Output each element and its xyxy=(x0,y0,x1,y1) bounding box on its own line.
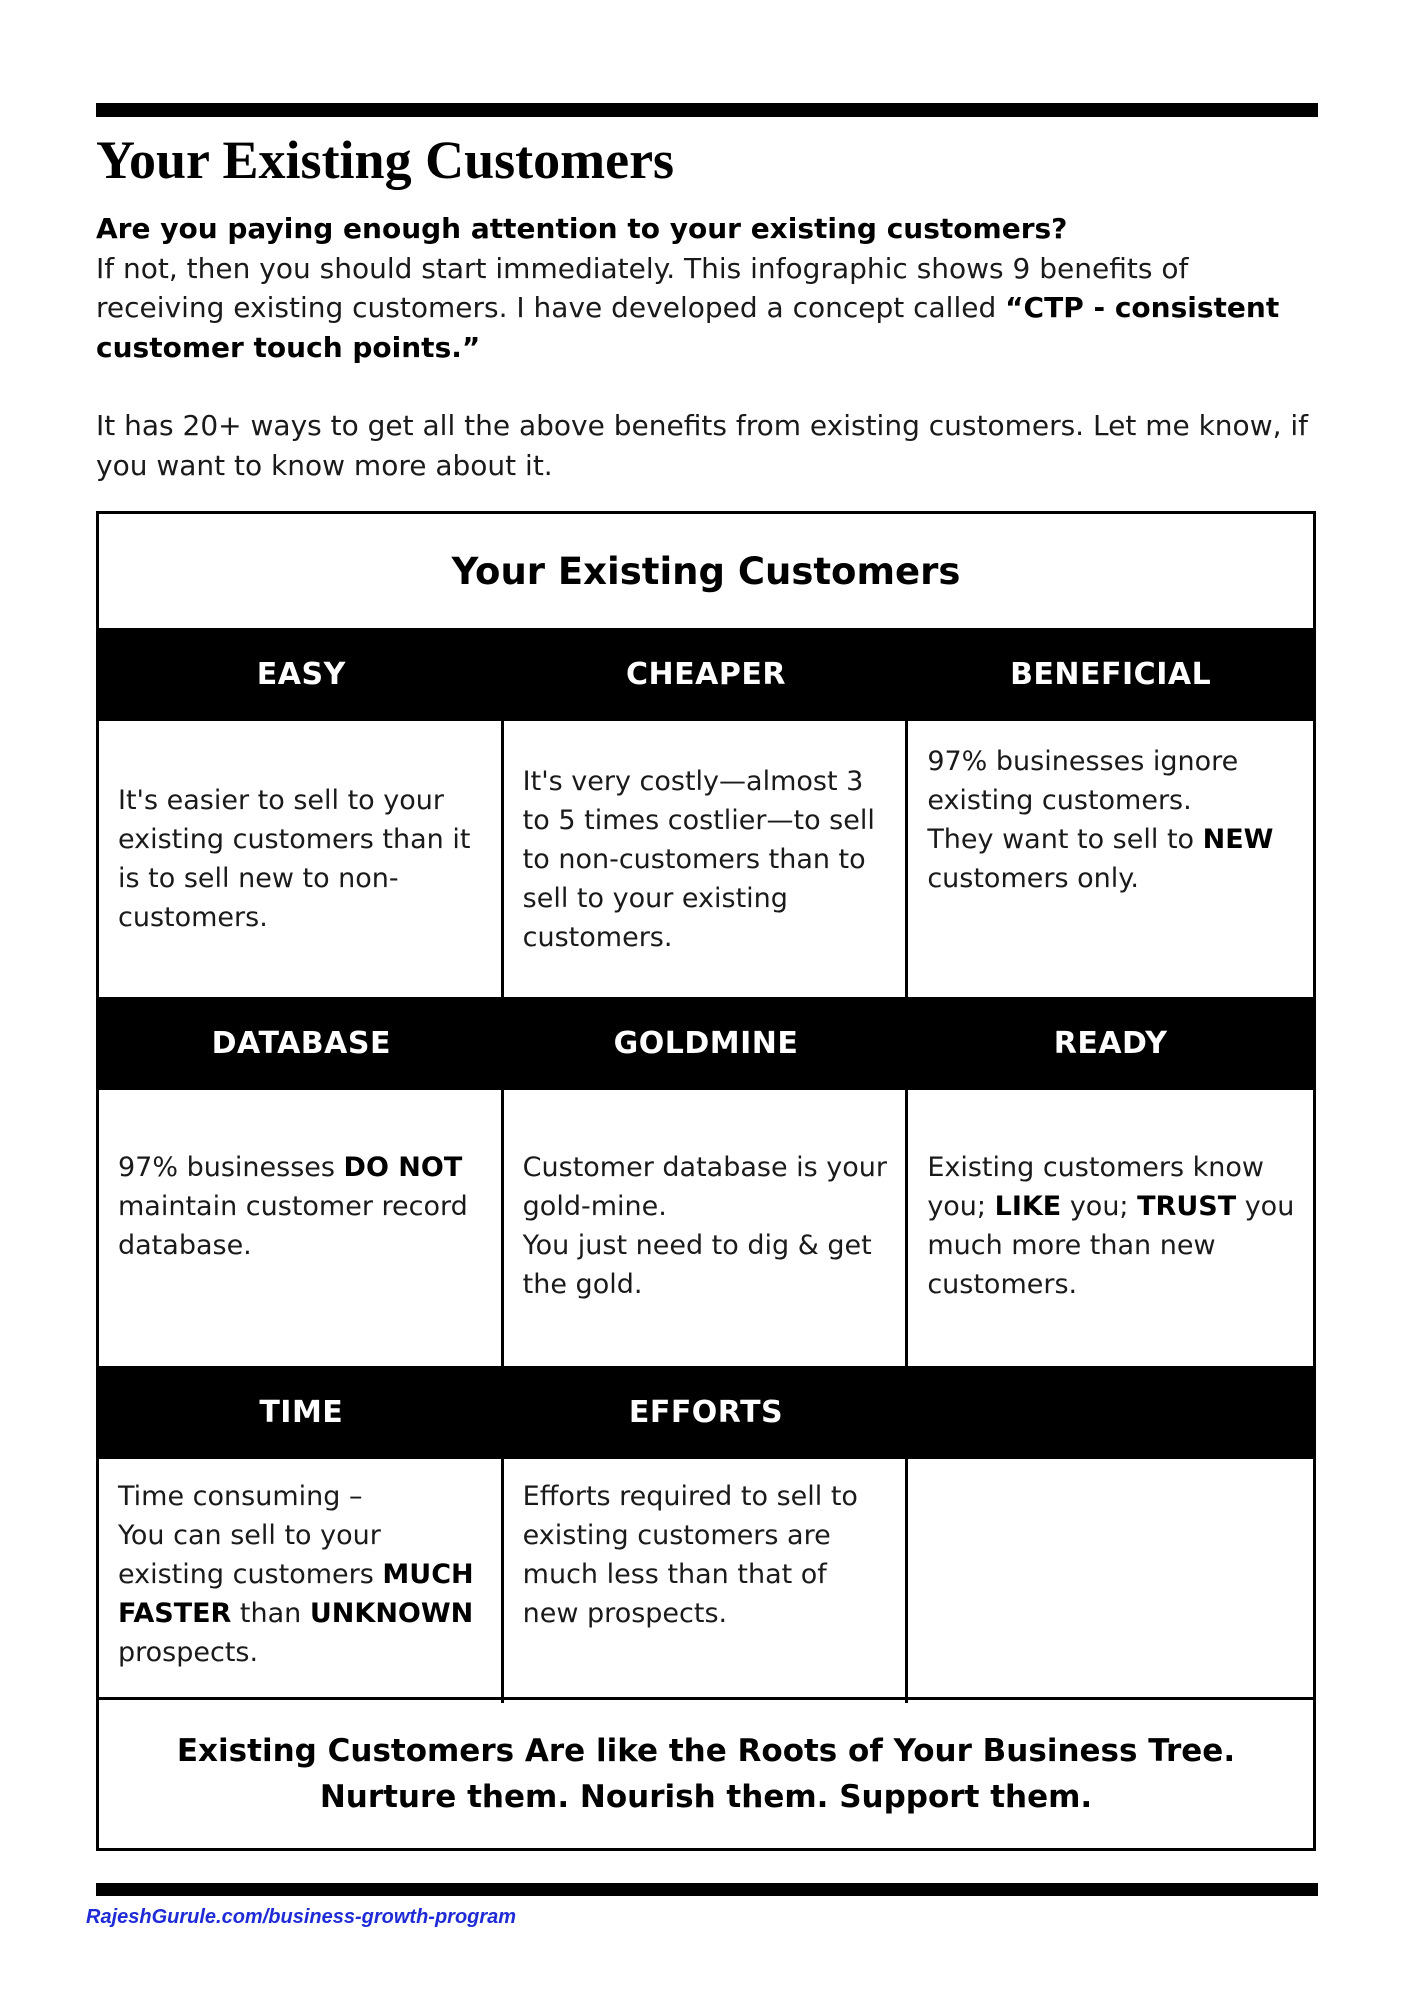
cell-goldmine-text xyxy=(523,1148,888,1304)
cell-empty xyxy=(908,1459,1313,1703)
header-band-3 xyxy=(99,1366,1313,1459)
ready-like-emphasis: LIKE xyxy=(994,1191,1062,1222)
database-do-not-emphasis: DO NOT xyxy=(343,1152,463,1183)
header-ready: READY xyxy=(1053,1026,1168,1061)
cell-easy xyxy=(99,721,504,997)
header-beneficial: BENEFICIAL xyxy=(1010,657,1212,692)
database-post: maintain customer record database. xyxy=(118,1191,468,1261)
time-mid: than xyxy=(231,1598,310,1629)
website-link[interactable]: RajeshGurule.com/business-growth-program xyxy=(86,1906,517,1928)
content-row-3 xyxy=(99,1459,1313,1703)
cell-time xyxy=(99,1459,504,1703)
beneficial-line-2-post: customers only. xyxy=(927,863,1139,894)
cell-cheaper xyxy=(504,721,909,997)
cell-ready-text xyxy=(927,1148,1295,1304)
intro-section xyxy=(96,209,1318,485)
header-band-1 xyxy=(99,628,1313,721)
goldmine-line-2: You just need to dig & get the gold. xyxy=(522,1230,872,1300)
ready-mid: you; xyxy=(1061,1191,1138,1222)
card-title: Your Existing Customers xyxy=(451,549,961,593)
cell-efforts-text: Efforts required to sell to existing customers are much less than that of new prospects. xyxy=(522,1481,858,1629)
cell-database-text xyxy=(118,1148,483,1265)
beneficial-new-emphasis: NEW xyxy=(1202,824,1274,855)
beneficial-line-2-pre: They want to sell to xyxy=(927,824,1203,855)
time-line-2 xyxy=(118,1516,483,1672)
page-title: Your Existing Customers xyxy=(96,130,675,190)
infographic-card xyxy=(96,511,1316,1851)
cell-easy-text: It's easier to sell to your existing customers than it is to sell new to non-customers. xyxy=(118,785,471,933)
header-empty xyxy=(908,1366,1313,1459)
time-unknown-emphasis: UNKNOWN xyxy=(309,1598,474,1629)
content-row-2 xyxy=(99,1090,1313,1366)
content-row-1 xyxy=(99,721,1313,997)
header-band-2 xyxy=(99,997,1313,1090)
cell-efforts xyxy=(504,1459,909,1703)
header-efforts: EFFORTS xyxy=(628,1395,784,1430)
ready-trust-emphasis: TRUST xyxy=(1137,1191,1237,1222)
cell-goldmine xyxy=(504,1090,909,1366)
header-database: DATABASE xyxy=(211,1026,391,1061)
cell-beneficial-text xyxy=(927,742,1295,898)
ctp-concept: “CTP - consistent customer touch points.” xyxy=(96,291,1280,364)
database-pre: 97% businesses xyxy=(118,1152,344,1183)
header-easy: EASY xyxy=(256,657,346,692)
header-cheaper: CHEAPER xyxy=(626,657,786,692)
intro-paragraph-2: It has 20+ ways to get all the above benefits from existing customers. Let me know, if you want to know more about it. xyxy=(96,409,1309,482)
time-pre: You can sell to your existing customers xyxy=(118,1520,383,1590)
top-rule xyxy=(96,103,1318,117)
time-post: prospects. xyxy=(118,1637,259,1668)
time-line-1: Time consuming – xyxy=(118,1481,363,1512)
cell-beneficial xyxy=(908,721,1313,997)
intro-question: Are you paying enough attention to your existing customers? xyxy=(96,212,1068,245)
bottom-rule xyxy=(96,1883,1318,1896)
closing-message xyxy=(99,1697,1313,1848)
intro-paragraph-1 xyxy=(96,249,1318,368)
cell-ready xyxy=(908,1090,1313,1366)
header-goldmine: GOLDMINE xyxy=(613,1026,799,1061)
cell-time-text xyxy=(118,1477,483,1672)
beneficial-line-2 xyxy=(927,820,1295,898)
intro-paragraph-1-text: If not, then you should start immediately. This infographic shows 9 benefits of receiving existing customers. I have developed a concept called xyxy=(96,251,1189,324)
cell-cheaper-text: It's very costly—almost 3 to 5 times costlier—to sell to non-customers than to sell to your existing customers. xyxy=(522,765,875,953)
cell-database xyxy=(99,1090,504,1366)
time-much-faster-emphasis: MUCH FASTER xyxy=(118,1559,474,1629)
beneficial-line-1: 97% businesses ignore existing customers. xyxy=(927,746,1239,816)
ready-pre: Existing customers know you; xyxy=(927,1152,1264,1222)
goldmine-line-1: Customer database is your gold-mine. xyxy=(522,1152,888,1222)
closing-line-1: Existing Customers Are like the Roots of Your Business Tree. xyxy=(176,1733,1236,1769)
header-time: TIME xyxy=(259,1395,344,1430)
ready-post: you much more than new customers. xyxy=(927,1191,1295,1300)
closing-line-2: Nurture them. Nourish them. Support them. xyxy=(319,1779,1093,1815)
